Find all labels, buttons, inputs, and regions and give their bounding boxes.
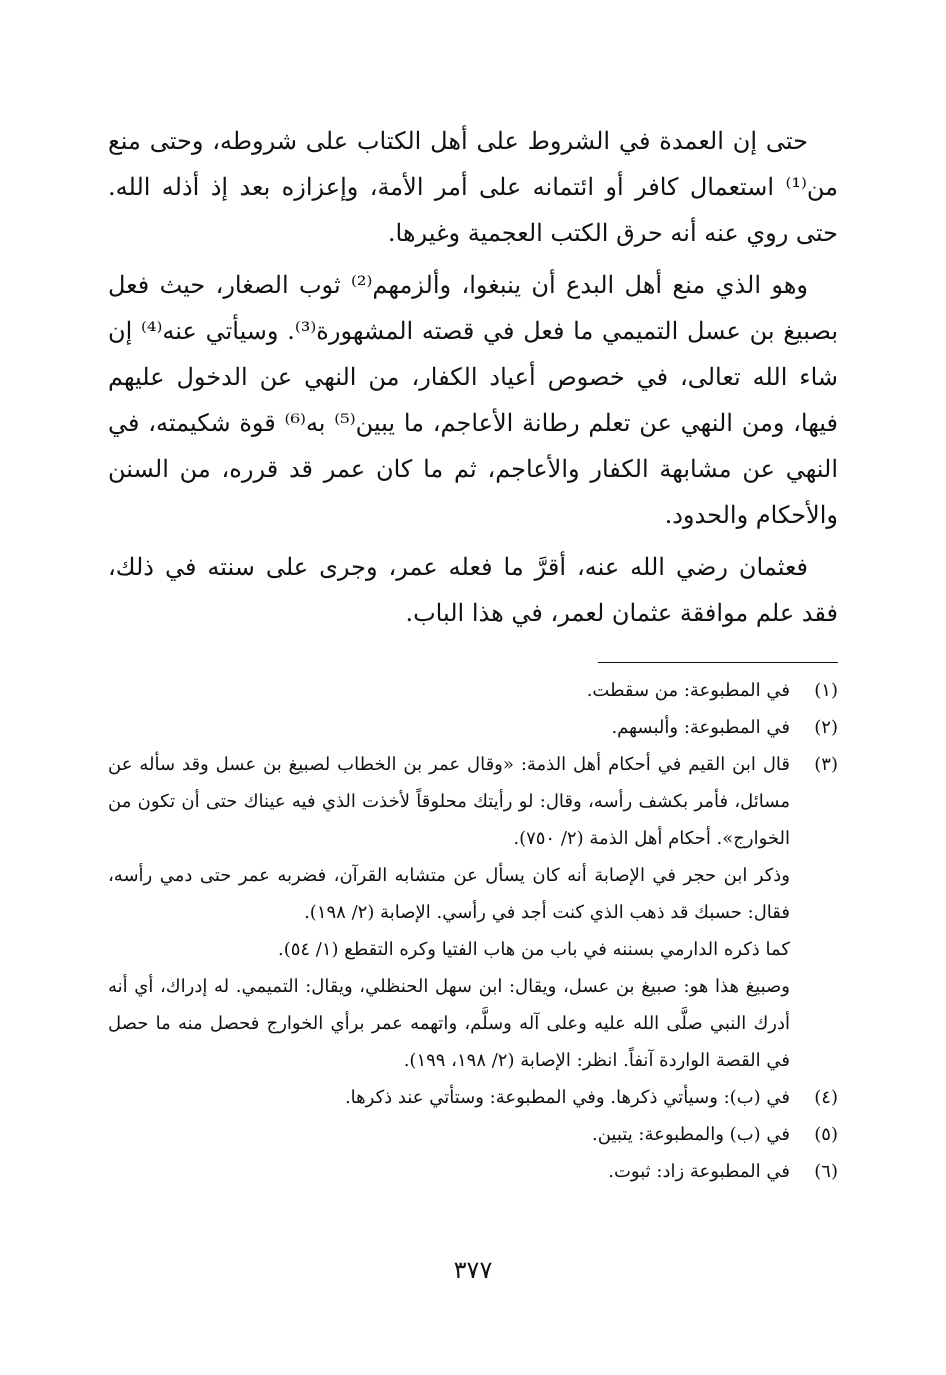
footnote-divider <box>598 662 838 663</box>
footnote-body <box>108 1116 790 1153</box>
footnote-number: (٥) <box>814 1124 838 1145</box>
paragraph-3: فعثمان رضي الله عنه، أقرَّ ما فعله عمر، وجرى على سنته في ذلك، فقد علم موافقة عثمان لعمر، في هذا الباب. <box>108 553 838 627</box>
footnote-number: (٤) <box>814 1087 838 1108</box>
footnote-2 <box>108 709 838 746</box>
footnote-body <box>108 672 790 709</box>
footnote-text: وذكر ابن حجر في الإصابة أنه كان يسأل عن متشابه القرآن، فضربه عمر حتى دمي رأسه، فقال: حسبك قد ذهب الذي كنت أجد في رأسي. الإصابة (٢/ ١٩٨). <box>108 865 790 923</box>
footnote-text: في المطبوعة: من سقطت. <box>586 680 790 701</box>
footnote-body <box>108 1153 790 1190</box>
paragraph-1: حتى إن العمدة في الشروط على أهل الكتاب على شروطه، وحتى منع من⁽¹⁾ استعمال كافر أو ائتمانه على أمر الأمة، وإعزازه بعد إذ أذله الله. حتى روي عنه أنه حرق الكتب العجمية وغيرها. <box>108 127 838 247</box>
footnote-text: وصبيغ هذا هو: صبيغ بن عسل، ويقال: ابن سهل الحنظلي، ويقال: التميمي. له إدراك، أي أنه أدرك النبي صلَّى الله عليه وعلى آله وسلَّم، واتهمه عمر برأي الخوارج فحصل منه ما حصل في القصة الواردة آنفاً. انظر: الإصابة (٢/ ١٩٨، ١٩٩). <box>108 976 790 1071</box>
footnote-number: (٦) <box>814 1161 838 1182</box>
footnote-1 <box>108 672 838 709</box>
footnote-text: كما ذكره الدارمي بسننه في باب من هاب الفتيا وكره التقطع (١/ ٥٤). <box>277 939 790 960</box>
footnote-body <box>108 709 790 746</box>
footnote-4 <box>108 1079 838 1116</box>
footnote-number: (٣) <box>814 754 838 775</box>
footnote-number: (٢) <box>814 717 838 738</box>
main-text <box>108 118 838 642</box>
footnote-body <box>108 746 790 1079</box>
footnote-6 <box>108 1153 838 1190</box>
footnote-number: (١) <box>814 680 838 701</box>
footnote-3 <box>108 746 838 1079</box>
paragraph-2: وهو الذي منع أهل البدع أن ينبغوا، وألزمهم⁽²⁾ ثوب الصغار، حيث فعل بصبيغ بن عسل التميمي ما فعل في قصته المشهورة⁽³⁾. وسيأتي عنه⁽⁴⁾ إن شاء الله تعالى، في خصوص أعياد الكفار، من النهي عن الدخول عليهم فيها، ومن النهي عن تعلم رطانة الأعاجم، ما يبين⁽⁵⁾ به⁽⁶⁾ قوة شكيمته، في النهي عن مشابهة الكفار والأعاجم، ثم ما كان عمر قد قرره، من السنن والأحكام والحدود. <box>108 271 839 529</box>
page-number: ٣٧٧ <box>453 1256 493 1284</box>
footnote-text: قال ابن القيم في أحكام أهل الذمة: «وقال عمر بن الخطاب لصبيغ بن عسل وقد سأله عن مسائل، فأمر بكشف رأسه، وقال: لو رأيتك محلوقاً لأخذت الذي فيه عيناك حتى أن تكون من الخوارج». أحكام أهل الذمة (٢/ ٧٥٠). <box>108 754 790 849</box>
footnote-text: في المطبوعة زاد: ثبوت. <box>608 1161 790 1182</box>
footnote-body <box>108 1079 790 1116</box>
footnote-text: في (ب) والمطبوعة: يتبين. <box>591 1124 790 1145</box>
footnote-5 <box>108 1116 838 1153</box>
footnotes <box>108 672 838 1190</box>
footnote-text: في المطبوعة: وألبسهم. <box>611 717 790 738</box>
footnote-text: في (ب): وسيأتي ذكرها. وفي المطبوعة: وستأتي عند ذكرها. <box>344 1087 790 1108</box>
